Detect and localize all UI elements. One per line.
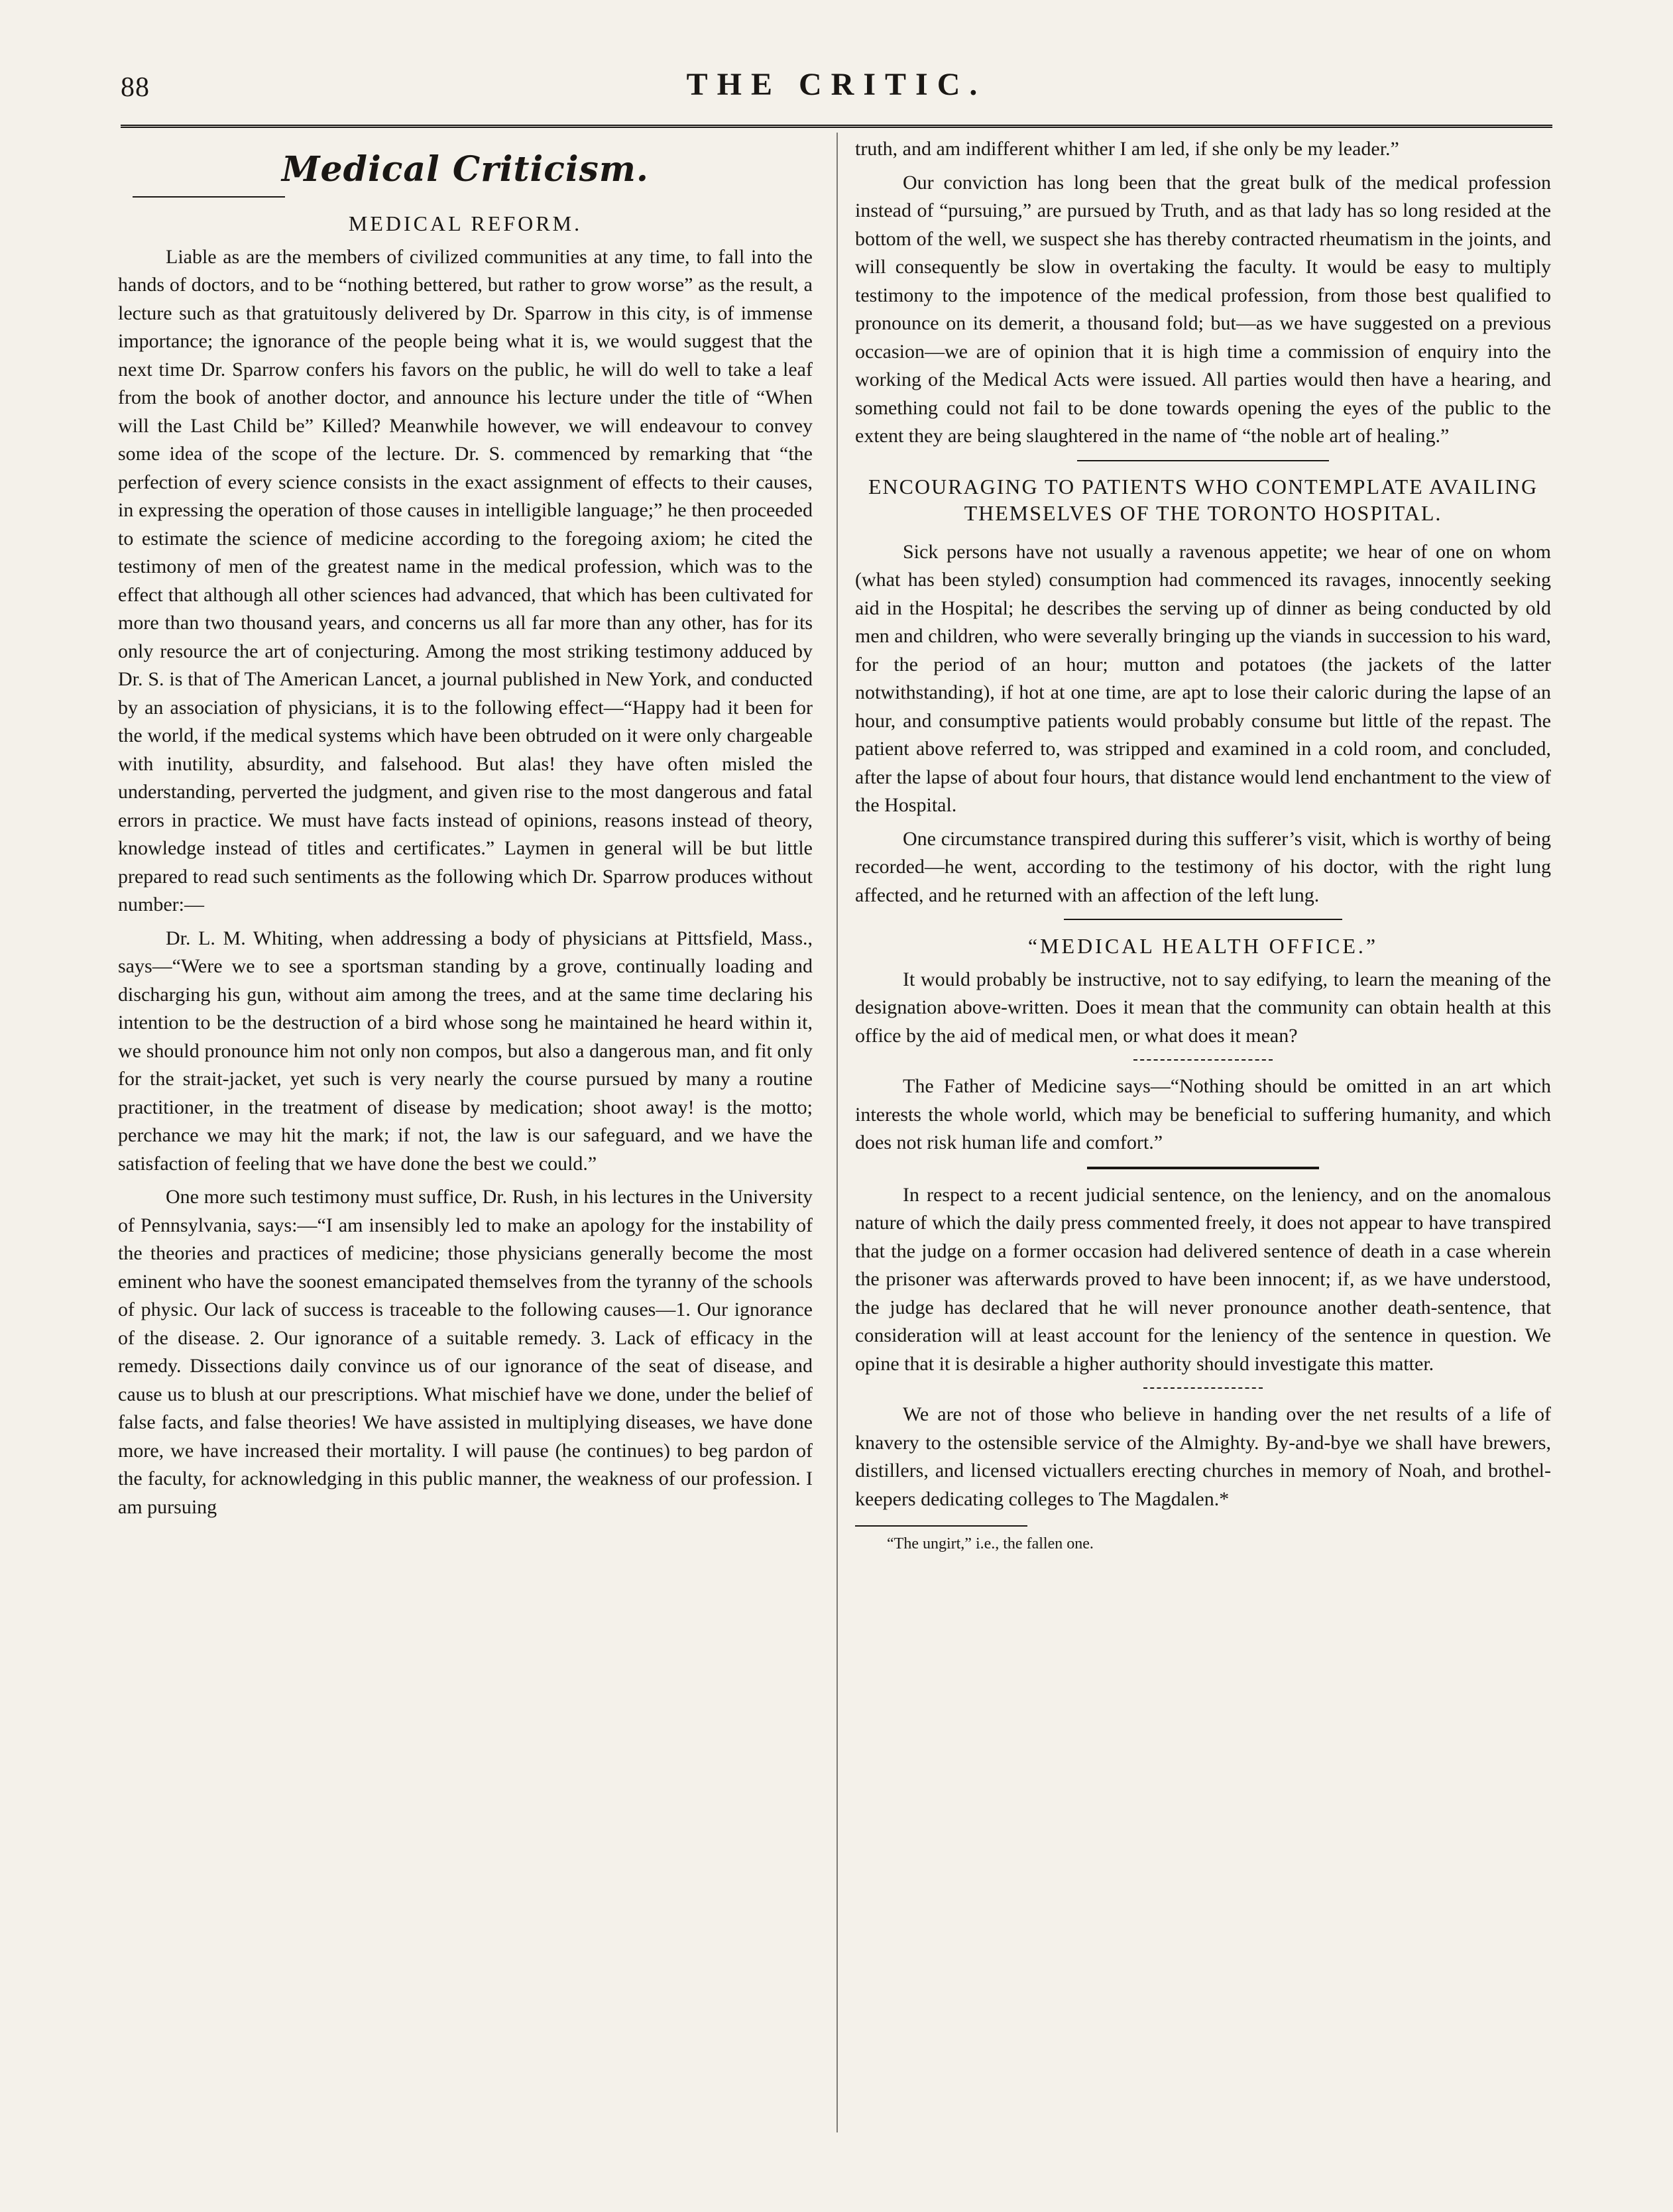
- paragraph: Liable as are the members of civilized communities at any time, to fall into the hands of doctors, and to be “nothing bettered, but rather to grow worse” as the result, a lecture such as that gratuitously delivered by Dr. Sparrow in this city, is of immense importance; the ignorance of the people being what it is, we would suggest that the next time Dr. Sparrow confers his favors on the public, he will do well to take a leaf from the book of another doctor, and announce his lecture under the title of “When will the Last Child be” Killed? Meanwhile however, we will endeavour to convey some idea of the scope of the lecture. Dr. S. commenced by remarking that “the perfection of every science consists in the exact assignment of effects to their causes, in expressing the operation of those causes in intelligible language;” he then proceeded to estimate the science of medicine according to the foregoing axiom; he cited the testimony of men of the greatest name in the medical profession, which was to the effect that although all other sciences had advanced, that which has been cultivated for more than two thousand years, and concerns us all far more than any other, has for its only resource the art of conjecturing. Among the most striking testimony adduced by Dr. S. is that of The American Lancet, a journal published in New York, and conducted by an association of physicians, it is to the following effect—“Happy had it been for the world, if the medical systems which have been obtruded on it were only chargeable with inutility, absurdity, and falsehood. But alas! they have often misled the understanding, perverted the judgment, and given rise to the most dangerous and fatal errors in practice. We must have facts instead of opinions, reasons instead of theory, knowledge instead of titles and certificates.” Laymen in general will be but little prepared to read such sentiments as the following which Dr. Sparrow produces without number:—: [118, 245, 813, 915]
- top-rule: [121, 125, 1552, 128]
- paragraph: Dr. L. M. Whiting, when addressing a body of physicians at Pittsfield, Mass., says—“Were we to see a sportsman standing by a grove, continually loading and discharging his gun, without aim among the trees, and at the same time declaring his intention to be the destruction of a bird whose song he maintained he heard within it, we should pronounce him not only non compos, but also a dangerous man, and fit only for the strait-jacket, yet such is very nearly the course pursued by many a routine practitioner, in the treatment of disease by medication; shoot away! is the motto; perchance we may hit the mark; if not, the law is our safeguard, and we have the satisfaction of feeling that we have done the best we could.”: [118, 927, 813, 1175]
- masthead: THE CRITIC.: [686, 67, 987, 102]
- paragraph: Our conviction has long been that the great bulk of the medical profession instead of “pursuing,” are pursued by Truth, and as that lady has so long resided at the bottom of the well, we suspect she has thereby contracted rheumatism in the joints, and will consequently be slow in overtaking the faculty. It would be easy to multiply testimony to the impotence of the medical profession, from those best qualified to pronounce on its demerit, a thousand fold; but—as we have suggested on a previous occasion—we are of opinion that it is high time a commission of enquiry into the working of the Medical Acts were issued. All parties would then have a hearing, and something could not fail to be done towards opening the eyes of the public to the extent they are being slaughtered in the name of “the noble art of healing.”: [855, 171, 1551, 447]
- paragraph: We are not of those who believe in handing over the net results of a life of knavery to the ostensible service of the Almighty. By-and-bye we shall have brewers, distillers, and licensed victuallers erecting churches in memory of Noah, and brothel-keepers dedicating colleges to The Magdalen.*: [855, 1403, 1551, 1510]
- left-column: [118, 135, 813, 1527]
- separator-rule: [1087, 1167, 1319, 1169]
- article-title: “MEDICAL HEALTH OFFICE.”: [1027, 934, 1379, 958]
- paragraph: In respect to a recent judicial sentence, on the leniency, and on the anomalous nature of which the daily press commented freely, it does not appear to have transpired that the judge on a former occasion had delivered sentence of death in a case wherein the prisoner was afterwards proved to have been innocent; if, as we have understood, the judge has declared that he will never pronounce another death-sentence, that consideration will at least account for the leniency of the sentence in question. We opine that it is desirable a higher authority should investigate this matter.: [855, 1183, 1551, 1375]
- paragraph: truth, and am indifferent whither I am led, if she only be my leader.”: [855, 138, 1399, 160]
- paragraph: One more such testimony must suffice, Dr. Rush, in his lectures in the University of Pennsylvania, says:—“I am insensibly led to make an apology for the instability of the theories and practices of medicine; those physicians generally become the most eminent who have the soonest emancipated themselves from the tyranny of the schools of physic. Our lack of success is traceable to the following causes—1. Our ignorance of the disease. 2. Our ignorance of a suitable remedy. 3. Lack of efficacy in the remedy. Dissections daily convince us of our ignorance of the seat of disease, and cause us to blush at our prescriptions. What mischief have we done, under the belief of false facts, and false theories! We have assisted in multiplying diseases, we have done more, we have increased their mortality. I will pause (he continues) to beg pardon of the faculty, for acknowledging in this public manner, the weakness of our profession. I am pursuing: [118, 1186, 813, 1518]
- footnote-rule: [855, 1525, 1027, 1527]
- separator-rule: [1143, 1387, 1263, 1389]
- paragraph: The Father of Medicine says—“Nothing should be omitted in an art which interests the whole world, which may be beneficial to suffering humanity, and which does not risk human life and comfort.”: [855, 1075, 1551, 1153]
- separator-rule: [1133, 1059, 1273, 1061]
- section-rule: [133, 196, 285, 198]
- paragraph: It would probably be instructive, not to say edifying, to learn the meaning of the designation above-written. Does it mean that the community can obtain health at this office by the aid of medical men, or what does it mean?: [855, 968, 1551, 1047]
- footnote: “The ungirt,” i.e., the fallen one.: [887, 1535, 1094, 1552]
- separator-rule: [1077, 460, 1329, 461]
- paragraph: One circumstance transpired during this sufferer’s visit, which is worthy of being recorded—he went, according to the testimony of his doctor, with the right lung affected, and he returned with an affection of the left lung.: [855, 827, 1551, 906]
- right-column: [855, 135, 1551, 1554]
- page-number: 88: [121, 72, 150, 103]
- column-divider: [836, 133, 838, 2132]
- article-title: ENCOURAGING TO PATIENTS WHO CONTEMPLATE AVAILING THEMSELVES OF THE TORONTO HOSPITAL.: [868, 474, 1538, 525]
- separator-rule: [1064, 919, 1342, 920]
- article-title: MEDICAL REFORM.: [348, 211, 583, 235]
- paragraph: Sick persons have not usually a ravenous appetite; we hear of one on whom (what has been styled) consumption had commenced its ravages, innocently seeking aid in the Hospital; he describes the serving up of dinner as being conducted by old men and children, who were severally bringing up the viands in succession to his ward, for the period of an hour; mutton and potatoes (the jackets of the latter notwithstanding), if hot at one time, are apt to lose their caloric during the lapse of an hour, and consumptive patients would probably consume but little of the repast. The patient above referred to, was stripped and examined in a cold room, and concluded, after the lapse of about four hours, that distance would lend enchantment to the view of the Hospital.: [855, 540, 1551, 816]
- section-title: Medical Criticism.: [281, 149, 650, 190]
